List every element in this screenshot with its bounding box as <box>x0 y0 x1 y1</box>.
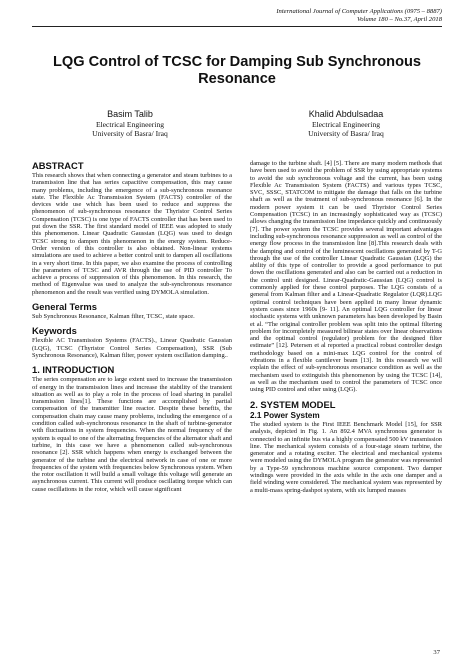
general-terms-text: Sub Synchronous Resonance, Kalman filter, TCSC, state space. <box>32 313 195 321</box>
abstract-text: This research shows that when connecting a generator and steam turbines to a transmission line that has series capacitive compensation, this may cause many problems, including the emergence of a sub-synchronous resonance state. The Flexible Ac Transmission System (FACTS) controller of the devices wide use which has been used to reduce and suppress the phenomenon of sub-synchronous resonance the Thyristor Control Series Compensation (TCSC) is one type of FACTS controller that has been used to put down the SSR. The first standard model of IEEE was adopted to study this phenomenon. Linear Quadratic Gaussian (LQG) was used to design TCSC strong to dampen this phenomenon in the energy system. Reduce- Order version of this controller is also obtained. Non-linear systems simulations are used to achieve a better control unit to dampen all oscillations in a very short time. In this paper, we also examine the process of controlling the parameters of TCSC and AVR through the use of PID controller To achieve a process of suppression of this phenomenon. In this research, the method of Eigenvalue was used to analyze the sub-synchronous resonance phenomenon and the result was verified using DYMOLA simulation. <box>32 172 232 296</box>
header-rule <box>32 26 442 27</box>
journal-volume: Volume 180 – No.37, April 2018 <box>356 16 442 23</box>
journal-header <box>276 8 442 24</box>
author-name: Khalid Abdulsadaa <box>308 109 384 119</box>
title-line-1: LQG Control of TCSC for Damping Sub Synchronous <box>52 54 422 70</box>
author-department: Electrical Engineering <box>95 120 165 130</box>
keywords-text: Flexible AC Transmission Systems (FACTS)., Linear Quadratic Gaussian (LQG), TCSC (Thyristor Control Series Compensation), SSR (Sub Synchronous Resonance), Kalman filter, power system oscillation damping.. <box>32 337 232 359</box>
power-system-heading: 2.1 Power System <box>250 410 320 420</box>
left-column <box>32 160 232 493</box>
journal-name: International Journal of Computer Applications (0975 – 8887) <box>276 8 442 15</box>
abstract-heading: ABSTRACT <box>32 160 84 171</box>
general-terms-heading: General Terms <box>32 301 97 313</box>
paper-title <box>30 54 444 88</box>
power-system-text: The studied system is the First IEEE Benchmark Model [15], for SSR analysis, depicted in Fig. 1. An 892.4 MVA synchronous generator is connected to an infinite bus via a highly compensated 500 kV transmission line. The mechanical system consists of a four-stage steam turbine, the generator and a rotating exciter. The electrical and mechanical systems were modeled using the DYMOLA program the generator was represented by a Type-59 synchronous machine source component. Two damper windings were provided in the axis while in the axis one damper and a field winding were considered. The mechanical system was represented by a multi-mass spring-dashpot system, with six lumped masses <box>250 421 442 494</box>
keywords-heading: Keywords <box>32 325 77 337</box>
author-name: Basim Talib <box>107 109 153 119</box>
author-affiliation: University of Basra/ Iraq <box>92 129 168 139</box>
author-affiliation: University of Basra/ Iraq <box>308 129 384 139</box>
author-block-2 <box>276 110 416 139</box>
introduction-continued-text: damage to the turbine shaft. [4] [5]. There are many modern methods that have been used to avoid the problem of SSR by using appropriate systems to avoid the sub synchronous voltage and the current, has been using Flexible Ac Transmission System (FACTS) and various types TCSC, SVC, SSSC, STATCOM to mitigate the damage that falls on the turbine shaft as well as the treatment of sub-synchronous resonance [6]. In the modern power system it can be used Thyristor Control Series Compensation (TCSC) in an increasingly sophisticated way as (TCSC) allows changing the transmission line impedance quickly and continuously [7]. The power system the TCSC provides several important advantages including sub-synchronous resonance suppression as well as control of the energy flow process in the transmission line [8].This research deals with the damping and control of the luminescent oscillations generated by T-G through the use of the controller Linear Quadratic Gaussian (LQG) the ability of this type of controller to provide a good performance to put down the oscillations generated and also can be carried out a reduction in the control unit designed. Linear-Quadratic-Gaussian (LQG) control is commonly applied for these control purposes. The LQG consists of a general from Kalman filter and a Linear-Quadratic Regulator (LQR).LQG optimal control techniques have been applied in many linear dynamic system cases since 1960s [9- 11]. An optimal LQG controller for linear stochastic systems with unknown parameters has been developed by Basin et al. “The original controller problem was split into the optimal filtering problem for incompletely measured bilinear states over linear observations and the optimal control (regulator) problem for the designed filter estimate” [12]. Petersen et al reported a practical robust controller design methodology based on a mini-max LQG control for the control of vibrations in a flexible cantilever beam [13]. In this research we will explain the effect of sub-synchronous resonance condition as well as the mechanism used to extinguish this phenomenon by using the TCSC [14], as well as the mechanism used to control the parameters of TCSC once using PID control and other using (LQG). <box>250 160 442 394</box>
page-number: 37 <box>433 649 440 656</box>
title-line-2: Resonance <box>198 71 276 87</box>
system-model-heading: 2. SYSTEM MODEL <box>250 398 336 410</box>
right-column <box>250 160 442 494</box>
author-department: Electrical Engineering <box>311 120 381 130</box>
author-block-1 <box>60 110 200 139</box>
introduction-heading: 1. INTRODUCTION <box>32 364 115 376</box>
introduction-text: The series compensation are to large extent used to increase the transmission of energy in the transmission lines and increase the stability of the transient situation as well as to play a role in the process of load sharing in parallel transmission lines[1]. These functions are accomplished by partial compensation of the transmitter line reactor. Despite these benefits, the compensation chain may cause many problems, including the emergence of a condition called sub-synchronous resonance in the shaft of turbine-generator with fluctuations in system frequencies. When the normal frequency of the system is equal to one of the alternating frequencies of the alternator shaft and turbine, in this case we have a phenomenon called sub-synchronous resonance [2]. SSR which happens when energy is exchanged between the generator of the turbine and the electrical network in case of one or more frequencies of the system with frequencies below Synchronous system. When the rotor oscillation it will build a small voltage this voltage will generate an asynchronous current. This current will produce oscillating torque which can cause oscillations in the rotor, which will cause significant <box>32 376 232 493</box>
